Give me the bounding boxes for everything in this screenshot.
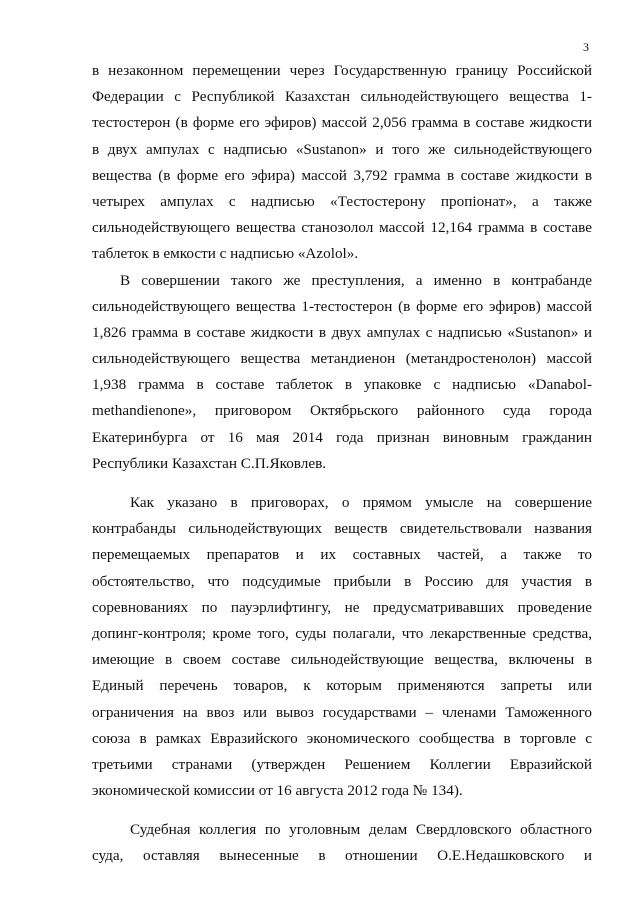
text-line: обстоятельство, что подсудимые прибыли в Россию для участия в [92,572,592,590]
text-line: четырех ампулах с надписью «Тестостерону пропіонат», а также [92,192,592,210]
text-line: тестостерон (в форме его эфиров) массой 2,056 грамма в составе жидкости [92,114,592,132]
text-line: Единый перечень товаров, к которым применяются запреты или [92,677,592,695]
text-line: сильнодействующего вещества станозолол массой 12,164 грамма в составе [92,219,592,237]
text-line: имеющие в своем составе сильнодействующие вещества, включены в [92,651,592,669]
text-line: ограничения на ввоз или вывоз государствами – членами Таможенного [92,703,592,721]
text-line: Республики Казахстан С.П.Яковлев. [92,454,327,472]
text-line: 1,826 грамма в составе жидкости в двух ампулах с надписью «Sustanon» и [92,323,592,341]
paragraph-gap [92,477,592,490]
paragraph-2 [92,268,592,478]
text-line: Федерации с Республикой Казахстан сильнодействующего вещества 1- [92,88,592,106]
text-line: экономической комиссии от 16 августа 2012 года № 134). [92,782,463,800]
text-line: в двух ампулах с надписью «Sustanon» и того же сильнодействующего [92,140,592,158]
text-line: вещества (в форме его эфира) массой 3,792 грамма в составе жидкости в [92,166,592,184]
paragraph-1 [92,58,592,268]
text-line: Как указано в приговорах, о прямом умысле на совершение [130,494,592,511]
text-line: сильнодействующего вещества метандиенон (метандростенолон) массой [92,350,592,368]
text-line: methandienone», приговором Октябрьского районного суда города [92,402,592,420]
text-line: в незаконном перемещении через Государственную границу Российской [92,62,592,79]
text-line: В совершении такого же преступления, а именно в контрабанде [120,271,592,289]
document-body [92,58,592,870]
text-line: Судебная коллегия по уголовным делам Свердловского областного [130,821,592,839]
text-line: третьими странами (утвержден Решением Коллегии Евразийской [92,755,592,773]
text-line: перемещаемых препаратов и их составных частей, а также то [92,546,592,564]
text-line: 1,938 грамма в составе таблеток в упаковке с надписью «Danabol- [92,376,592,394]
text-line: контрабанды сильнодействующих веществ свидетельствовали названия [92,520,592,538]
text-line: Екатеринбурга от 16 мая 2014 года признан виновным гражданин [92,428,592,446]
text-line: союза в рамках Евразийского экономического сообщества в торговле с [92,729,592,747]
paragraph-3 [92,490,592,804]
text-line: соревнованиях по пауэрлифтингу, не предусматривавших проведение [92,598,592,616]
text-line: допинг-контроля; кроме того, суды полагали, что лекарственные средства, [92,624,592,642]
text-line: таблеток в емкости с надписью «Azolol». [92,245,359,263]
text-line: суда, оставляя вынесенные в отношении О.Е.Недашковского и [92,847,592,865]
paragraph-gap [92,804,592,817]
paragraph-4 [92,817,592,869]
text-line: сильнодействующего вещества 1-тестостерон (в форме его эфиров) массой [92,297,592,315]
page-number: 3 [583,40,589,54]
